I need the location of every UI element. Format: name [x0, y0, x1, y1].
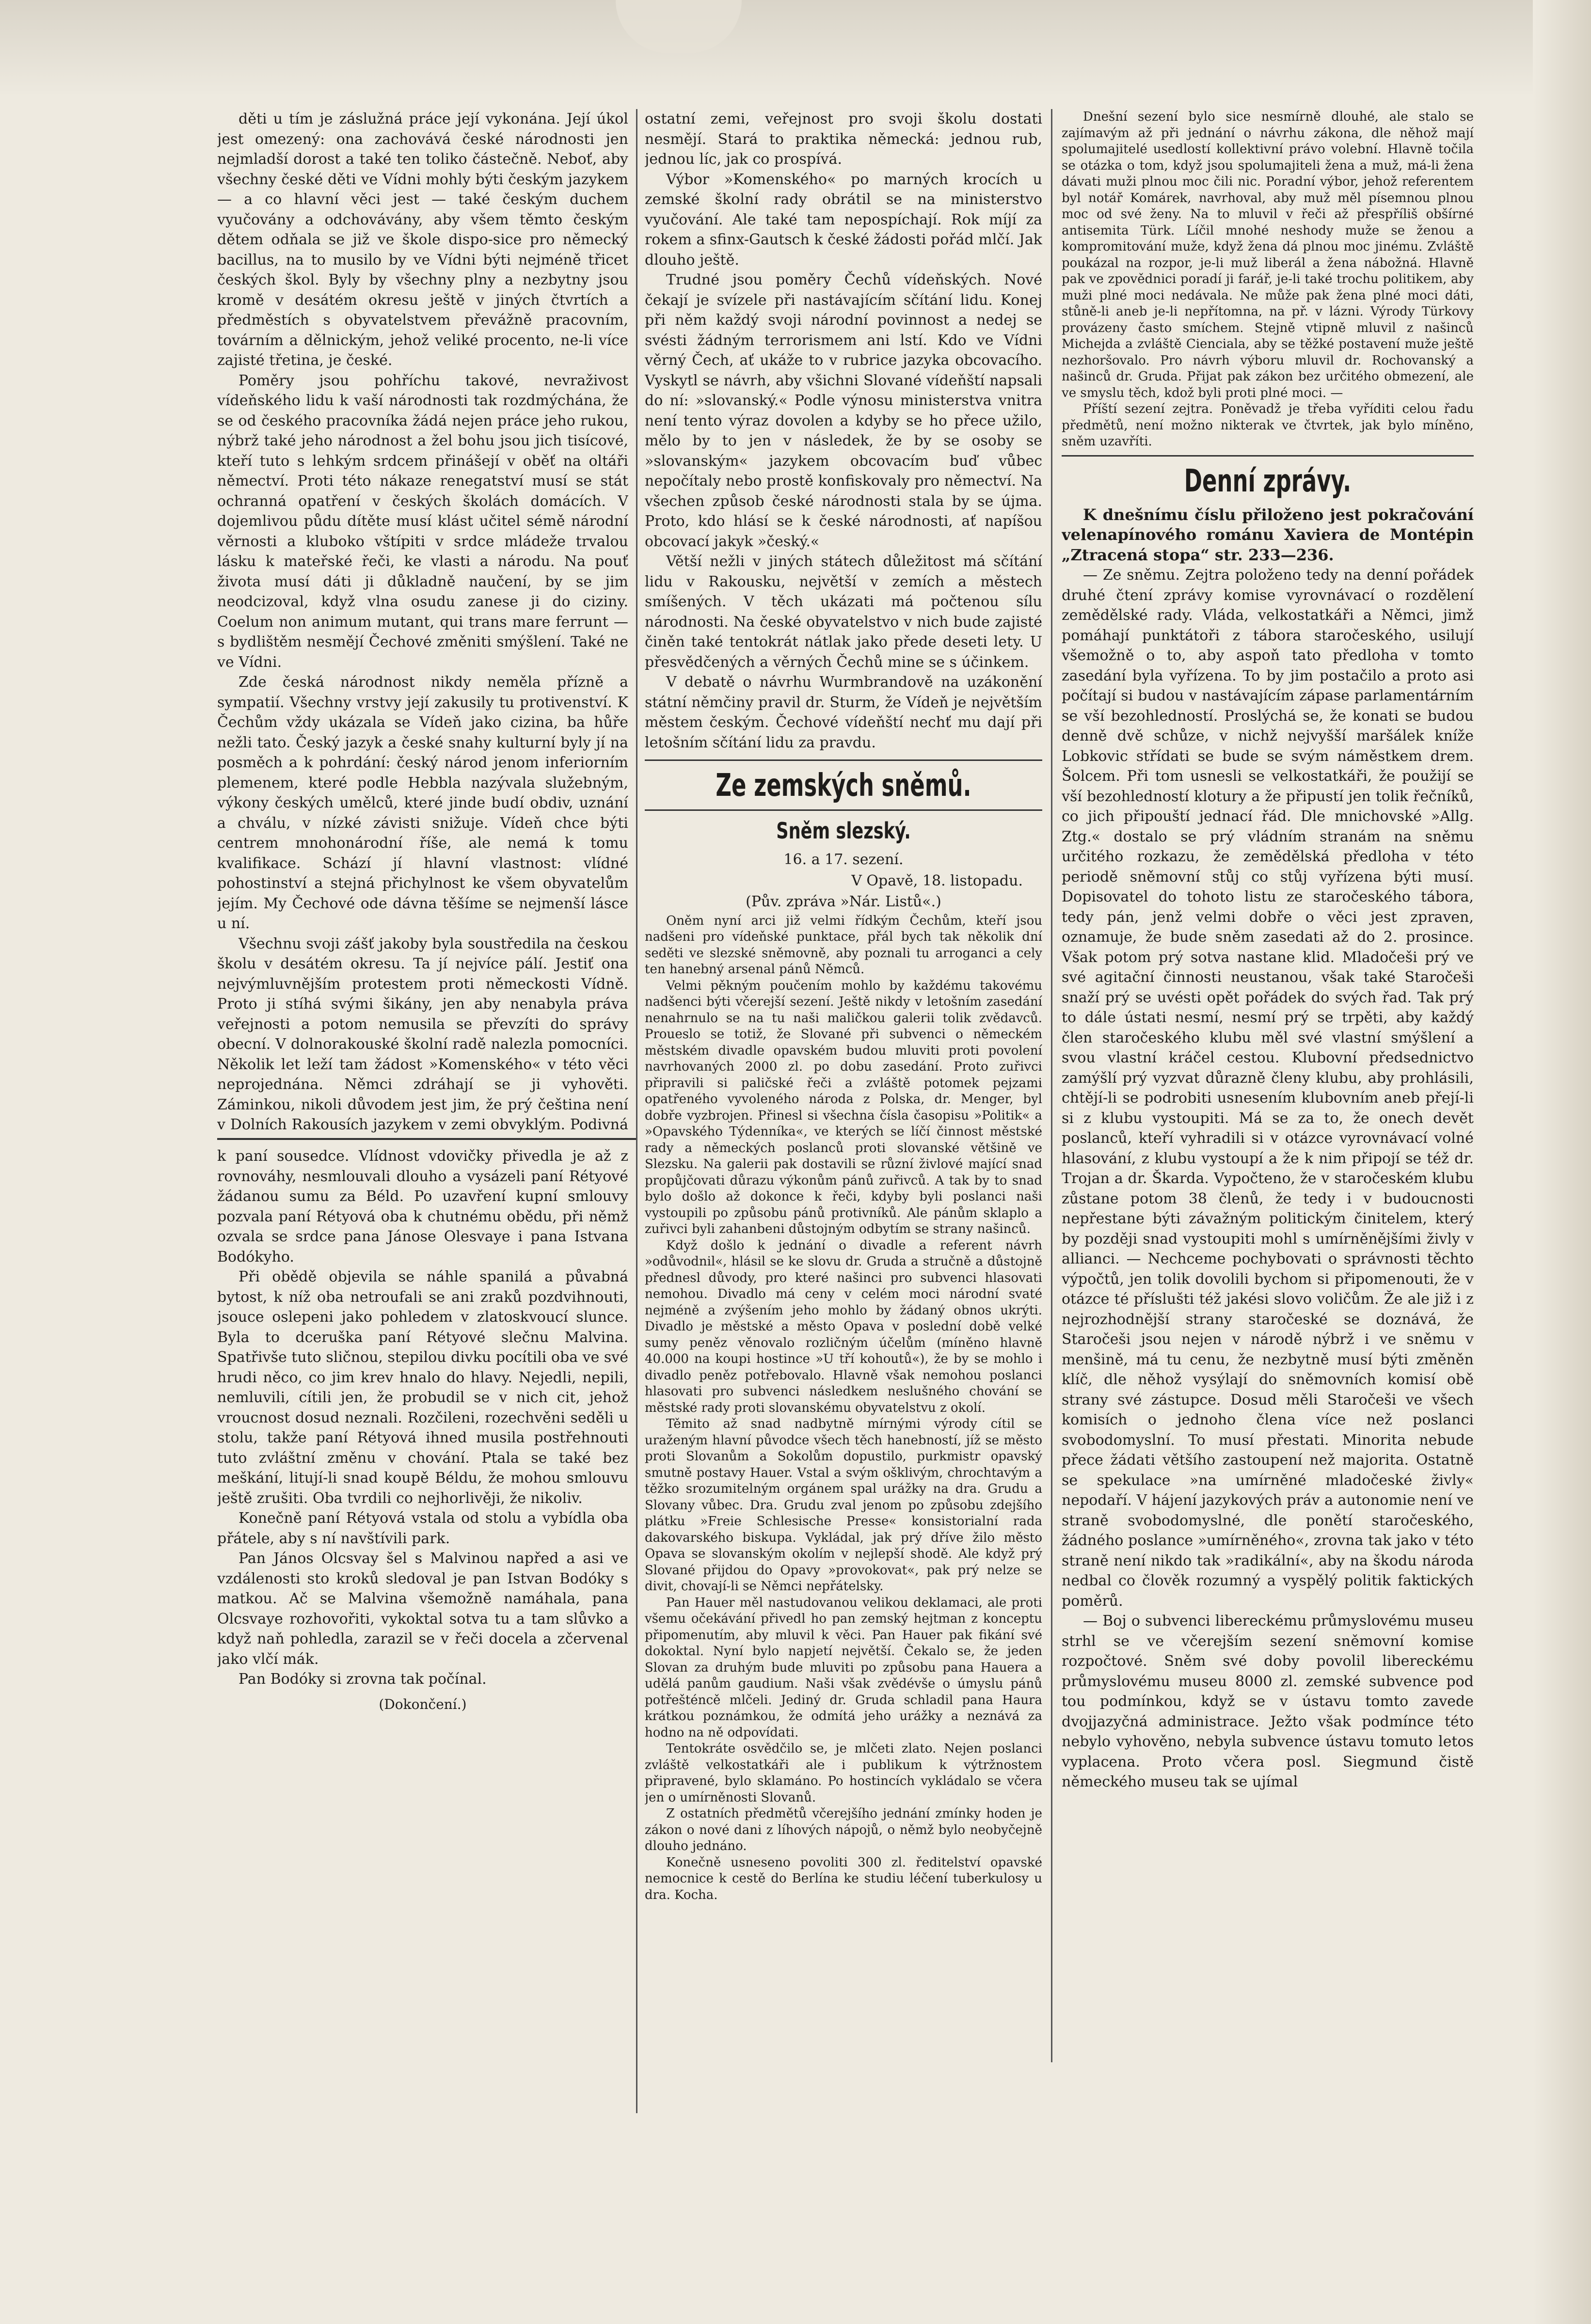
subsection-heading: Sněm slezský. — [776, 818, 911, 844]
paragraph: Příští sezení zejtra. Poněvadž je třeba vyříditi celou řadu předmětů, není možno nikterak ve čtvrtek, jak bylo míněno, sněm uzavříti. — [1062, 402, 1474, 449]
paragraph: ostatní zemi, veřejnost pro svoji školu dostati nesmějí. Stará to praktika německá: jednou rub, jednou líc, jak co prospívá. — [645, 111, 1042, 168]
section-heading: Denní zprávy. — [1184, 463, 1352, 499]
column-1 — [217, 109, 628, 1134]
top-shadow — [0, 0, 1591, 97]
paragraph: — Ze sněmu. Zejtra položeno tedy na denní pořádek druhé čtení zprávy komise vyrovnávací o rozdělení zemědělské rady. Vláda, velkostatkáři a Němci, jimž pomáhají punktátoři z tábora staročeského, usilují všemožně o to, aby aspoň tato předloha v tomto zasedání byla vyřízena. To by jim postačilo a proto asi počítají si budou v nastávajícím zápase parlamentárním se vší bezohledností. Proslýchá se, že konati se budou denně dvě schůze, v nichž nejvyšší maršálek kníže Lobkovic střídati se bude se svým náměstkem drem. Šolcem. Při tom usnesli se velkostatkáři, že použijí se vší bezohledností klotury a že připustí jen tolik řečníků, co jich připouští jednací řád. Dle mnichovské »Allg. Ztg.« dostalo se prý vládním stranám na sněmu určitého rozkazu, že zemědělská předloha v této periodě sněmovní stůj co stůj vyřízena býti musí. Dopisovatel do tohoto listu ze staročeského tábora, tedy pán, jenž velmi dobře o věci jest zpraven, oznamuje, že bude sněm zasedati až do 2. prosince. Však potom prý sotva nastane klid. Mladočeši prý ve své agitační činnosti neustanou, však také Staročeši snaží prý se uvésti opět pořádek do svých řad. Tak prý to dále ústati nesmí, nesmí prý se trpěti, aby každý člen staročeského klubu měl své vlastní smýšlení a svou vlastní kráčel cestou. Klubovní předsednictvo zamýšlí prý vyzvat důrazně členy klubu, aby prohlásili, chtějí-li se podrobiti usnesením klubovním aneb přejí-li si z klubu vystoupiti. Má se za to, že onech devět poslanců, kteří vyhradili si v otázce vyrovnávací volné hlasování, z klubu vystoupí a že k nim připojí se též dr. Trojan a dr. Škarda. Vypočteno, že v staročeském klubu zůstane potom 38 členů, že tedy i v budoucnosti nepřestane býti závažným politickým činitelem, který by později snad vystoupiti mohl s umírněnějšími živly v allianci. — Nechceme pochybovati o správnosti těchto výpočtů, jen tolik dovolili bychom si připomenouti, že v otázce té příslušti též jakési slovo voličům. Že ale již i z nejrozhodnější strany staročeské se doznává, že Staročeši jsou nejen v národě nýbrž i ve sněmu v menšině, má tu cenu, že nezbytně musí býti změněn klíč, dle něhož vysýlají do sněmovních komisí obě strany své zástupce. Dosud měli Staročeši ve všech komisích o jednoho člena více než poslanci svobodomyslní. To musí přestati. Minorita nebude přece žádati většího zastoupení než majorita. Ostatně se spekulace »na umírněné mladočeské živly« nepodaří. V hájení jazykových práv a autonomie není ve straně svobodomyslné, dle ponětí staročeského, žádného poslance »umírněného«, zrovna tak jako v této straně není nikdo tak »radikální«, aby na škodu národa nedbal co člověk rozumný a vyspělý politik faktických poměrů. — [1062, 567, 1474, 1610]
source-line: (Pův. zpráva »Nár. Listů«.) — [746, 893, 941, 910]
paragraph: Při obědě objevila se náhle spanilá a půvabná bytost, k níž oba netroufali se ani zraků pozdvihnouti, jsouce oslepeni jako pohledem v zlatoskvoucí slunce. Byla to dceruška paní Rétyové slečnu Malvina. Spatřivše tuto sličnou, stepilou divku pocítili oba ve své hrudi něco, co jim krev hnalo do hlavy. Nejedli, nepili, nemluvili, cítili jen, že probudil se v nich cit, jehož vroucnost dosud neznali. Rozčileni, rozechvěni seděli u stolu, takže paní Rétyová ihned musila postřehnouti tuto zvláštní změnu v chování. Ptala se také bez meškání, litují-li snad koupě Béldu, že mohou smlouvu ještě zrušiti. Oba tvrdili co nejhorlivěji, že nikoliv. — [217, 1268, 628, 1507]
paragraph: Těmito až snad nadbytně mírnými výrody cítil se uraženým hlavní původce všech těch hanebností, jíž se město proti Slovanům a Sokolům dopustilo, purkmistr opavský smutně postavy Hauer. Vstal a svým ošklivým, chrochtavým a těžko srozumitelným orgánem spal urážky na dra. Grudu a Slovany vůbec. Dra. Grudu zval jenom po způsobu zdejšího plátku »Freie Schlesische Presse« konsistorialní rada dakovarského biskupa. Vykládal, jak prý dříve žilo město Opava se slovanským okolím v nejlepší shodě. Ale když prý Slované přijdou do Opavy »provokovat«, pak prý nelze se divit, chovají-li se Němci nepřátelsky. — [645, 1417, 1042, 1594]
paragraph: Velmi pěkným poučením mohlo by každému takovému nadšenci býti včerejší sezení. Ještě nikdy v letošním zasedání nenahrnulo se na tu naši maličkou galerii tolik zvědavců. Proueslo se totiž, že Slované při subvenci o německém městském divadle opavském budou mluviti proti povolení navrhovaných 2000 zl. po dobu zasedání. Proto zuřivci připravili si paličské řeči a zvláště potomek pejzami opatřeného vyvoleného národa z Polska, dr. Menger, byl dobře vyzbrojen. Přinesl si všechna čísla časopisu »Politik« a »Opavského Týdenníka«, ve kterých se líčí činnost městské rady a německých poslanců proti slovanské většině ve Slezsku. Na galerii pak dostavili se různí živlové mající snad propůjčovati důrazu výkonům pánů zuřivců. A tak by to snad bylo došlo až dokonce k řeči, kdyby byli poslanci naši vystoupili po způsobu pánů protivníků. Ale pánům sklaplo a zuřivci byli zahanbeni důstojným odbytím se strany našinců. — [645, 978, 1042, 1236]
column-rule — [636, 109, 637, 2113]
paragraph: k paní sousedce. Vlídnost vdovičky přivedla je až z rovnováhy, nesmlouvali dlouho a vysázeli paní Rétyové žádanou sumu za Béld. Po uzavření kupní smlouvy pozvala paní Rétyová oba k chutnému obědu, při němž ozvala se srdce pana Jánose Olesvaye i pana Istvana Bodókyho. — [217, 1148, 628, 1265]
paragraph: V debatě o návrhu Wurmbrandově na uzákonění státní němčiny pravil dr. Sturm, že Vídeň je největším městem českým. Čechové vídeňští nechť mu dají při letošním sčítání lidu za pravdu. — [645, 674, 1042, 751]
feuilleton-column — [217, 1146, 628, 2113]
paragraph: Výbor »Komenského« po marných krocích u zemské školní rady obrátil se na ministerstvo vyučování. Ale také tam nepospíchají. Rok míjí za rokem a sfinx-Gautsch k české žádosti pořád mlčí. Jak dlouho ještě. — [645, 171, 1042, 269]
paragraph: Větší nežli v jiných státech důležitost má sčítání lidu v Rakousku, největší v zemích a městech smíšených. V těch ukázati má počtenou sílu národnosti. Na české obyvatelstvo v nich bude zajisté činěn také tentokrát nátlak jako přede deseti lety. U přesvědčených a věrných Čechů mine se s účinkem. — [645, 553, 1042, 671]
paragraph: K dnešnímu číslu přiloženo jest pokračování velenapínového románu Xaviera de Montépin „Ztracená stopa“ str. 233—236. — [1062, 505, 1474, 564]
paragraph: Konečně paní Rétyová vstala od stolu a vybídla oba přátele, aby s ní navštívili park. — [217, 1510, 628, 1547]
dateline: V Opavě, 18. listopadu. — [851, 872, 1023, 889]
paragraph: děti u tím je záslužná práce její vykonána. Její úkol jest omezený: ona zachovává české národnosti jen nejmladší dorost a také ten toliko částečně. Neboť, aby všechny české děti ve Vídni mohly býti českým jazykem — a co hlavní věci jest — také českým duchem vyučovány a odchovávány, aby všem těmto českým dětem odňala se již ve škole dispo-sice pro německý bacillus, na to musilo by ve Vídni býti nejméně třicet českých škol. Byly by všechny plny a nezbytny jsou kromě v desátém okresu ještě v jiných čtvrtích a předměstích s obyvatelstvem převážně pracovním, továrním a dělnickým, jehož veliké procento, ne-li více zajisté třetina, je české. — [217, 111, 628, 369]
column-rule — [1051, 109, 1052, 2062]
feuilleton-rule — [217, 1138, 636, 1140]
paragraph: Konečně usneseno povoliti 300 zl. ředitelství opavské nemocnice k cestě do Berlína ke studiu léčení tuberkulosy u dra. Kocha. — [645, 1855, 1042, 1902]
session-line: 16. a 17. sezení. — [783, 851, 904, 868]
paragraph: Zde česká národnost nikdy neměla přízně a sympatií. Všechny vrstvy její zakusily tu protivenství. K Čechům vždy ukázala se Vídeň jako cizina, ba hůře nežli tato. Český jazyk a české snahy kulturní byly jí na posměch a k pohrdání: český národ jenom inferiorním plemenem, které podle Hebbla nazývala služebným, výkony českých umělců, které jinde budí obdiv, uznání a chválu, v nízké závisti snižuje. Vídeň chce býti centrem mnohonárodní říše, ale nemá k tomu kvalifikace. Schází jí hlavní vlastnost: vlídné pohostinství a stejná přichylnost ke všem obyvatelům jejím. My Čechové ode dávna těšíme se nejmenší lásce u ní. — [217, 674, 628, 932]
paragraph: Oněm nyní arci již velmi řídkým Čechům, kteří jsou nadšeni pro vídeňské punktace, přál bych tak několik dní seděti ve slezské sněmovně, aby poznali tu arroganci a cely ten hanebný arsenal pánů Němců. — [645, 913, 1042, 977]
section-heading: Ze zemských sněmů. — [716, 768, 971, 804]
paragraph: Pan Bodóky si zrovna tak počínal. — [239, 1671, 487, 1688]
column-3 — [1062, 109, 1474, 2057]
paragraph: Z ostatních předmětů včerejšího jednání zmínky hoden je zákon o nové dani z líhových nápojů, o němž bylo neobyčejně dlouho jednáno. — [645, 1806, 1042, 1853]
continuation-note: (Dokončení.) — [379, 1696, 467, 1712]
paragraph: Tentokráte osvědčilo se, je mlčeti zlato. Nejen poslanci zvláště velkostatkáři ale i publikum k výtržnostem připravené, bylo sklamáno. Po hostincích vykládalo se včera jen o umírněnosti Slovanů. — [645, 1741, 1042, 1805]
paragraph: Pan János Olcsvay šel s Malvinou napřed a asi ve vzdálenosti sto kroků sledoval je pan Istvan Bodóky s matkou. Ač se Malvina všemožně namáhala, pana Olcsvaye rozhovořiti, vykoktal sotva tu a tam slůvko a když naň pohledla, zarazil se v řeči docela a zčervenal jako vlčí mák. — [217, 1550, 628, 1668]
page-edge — [1533, 0, 1591, 2324]
paragraph: Pan Hauer měl nastudovanou velikou deklamaci, ale proti všemu očekávání přivedl ho pan zemský hejtman z konceptu připomenutím, aby mluvil k věci. Pan Hauer pak fikání své dokoktal. Nyní bylo napjetí největší. Čekalo se, že jeden Slovan za druhým bude mluviti po způsobu pana Hauera a udělá panům gaudium. Naši však zvědévše o úmyslu pánů potřešténcě mlčeli. Jediný dr. Gruda schladil pana Haura krátkou poznámkou, že odmítá jeho urážky a neznává za hodno na ně odpovídati. — [645, 1595, 1042, 1740]
paragraph: Poměry jsou pohříchu takové, nevraživost vídeňského lidu k vaší národnosti tak rozdmýchána, že se od českého pracovníka žádá nejen práce jeho rukou, nýbrž také jeho národnost a žel bohu jsou jich tisícové, kteří tuto s lehkým srdcem přinášejí v oběť na oltáři němectví. Proti této nákaze renegatství musí se stát ochranná opatření v českých školách domácích. V dojemlivou půdu dítěte musí klást učitel sémě národní věrnosti a kluboko vštípiti v srdce mládeže trvalou lásku k mateřské řeči, ke vlasti a národu. Na pouť života musí dáti ji důkladně naučení, by se jim neodcizoval, když vlna osudu zanese ji do ciziny. Coelum non animum mutant, qui trans mare ferrunt — s bydlištěm nesmějí Čechové změniti smýšlení. Také ne ve Vídni. — [217, 372, 628, 671]
column-2 — [645, 109, 1042, 1999]
paragraph: Když došlo k jednání o divadle a referent návrh »odůvodnil«, hlásil se ke slovu dr. Gruda a stručně a důstojně přednesl důvody, pro které našinci pro subvenci hlasovati nemohou. Divadlo má ceny v celém moci národní svaté nejméně a zvýšením jeho mohlo by žádaný obnos ukrýti. Divadlo je městské a město Opava v poslední době velké sumy peněz věnovalo rozličným účelům (míněno hlavně 40.000 na koupi hostince »U tří kohoutů«), že by se mohlo i divadlo peněz potřebovalo. Hlavně však nemohou poslanci hlasovati pro subvenci následkem neslušného chování se městské rady proti slovanskému obyvatelstvu z okolí. — [645, 1238, 1042, 1415]
paragraph: Trudné jsou poměry Čechů vídeňských. Nové čekají je svízele při nastávajícím sčítání lidu. Konej při něm každý svoji národní povinnost a nedej se svésti žádným terrorismem ani lstí. Kdo ve Vídni věrný Čech, ať ukáže to v rubrice jazyka obcovacího. Vyskytl se návrh, aby všichni Slované vídeňští napsali do ní: »slovanský.« Podle výnosu ministerstva vnitra není tento výraz dovolen a kdyby se ho přece užilo, mělo by to jen v následek, že by se osoby se »slovanským« jazykem obcovacím buď vůbec nepočítaly nebo prostě konfiskovaly pro němectví. Na všechen způsob české národnosti stala by se újma. Proto, kdo hlásí se k české národnosti, ať napíšou obcovací jakyk »český.« — [645, 271, 1042, 550]
paragraph: Dnešní sezení bylo sice nesmírně dlouhé, ale stalo se zajímavým až při jednání o návrhu zákona, dle něhož mají spolumajitelé usedlostí kollektivní právo volební. Hlavně točila se otázka o tom, když jsou spolumajiteli žena a muž, má-li žena dávati muži plnou moc čili nic. Poradní výbor, jehož referentem byl notář Komárek, navrhoval, aby muž měl písemnou plnou moc od své ženy. Na to mluvil v řeči až přespříliš obšírné antisemita Türk. Líčil mnohé neshody muže se ženou a kompromitování muže, když žena dá plnou moc jinému. Zvláště poukázal na rozpor, je-li muž liberál a žena nábožná. Hlavně pak ve zpovědnici poradí ji farář, je-li také trochu politikem, aby muži plné moci nedávala. Ne může pak žena plné moci dáti, stůně-li aneb je-li nepřítomna, na př. v lázni. Výrody Türkovy provázeny často smíchem. Stejně vtipně mluvil z našinců Michejda a zvláště Cienciala, aby se těžké postavení muže ještě nezhoršovalo. Pro návrh výboru mluvil dr. Rochovanský a našinců dr. Gruda. Přijat pak zákon bez určitého obmezení, ale ve smyslu těch, kdož byli proti plné moci. — — [1062, 110, 1474, 400]
paragraph: — Boj o subvenci libereckému průmyslovému museu strhl se ve včerejším sezení sněmovní komise rozpočtové. Sněm své doby povolil libereckému průmyslovému museu 8000 zl. zemské subvence pod tou podmínkou, když se v ústavu tomto zavede dvojjazyčná administrace. Ježto však podmínce této nebylo vyhověno, nebyla subvence ústavu tomuto letos vyplacena. Proto včera posl. Siegmund čistě německého museu tak se ujímal — [1062, 1613, 1474, 1790]
paragraph: Všechnu svoji zášť jakoby byla soustředila na českou školu v desátém okresu. Ta jí nejvíce pálí. Jestiť ona nejvýmluvnějším protestem proti německosti Vídně. Proto ji stíhá svými šikány, jen aby nenabyla práva veřejnosti a potom nemusila se převzíti do správy obecní. V dolnorakouské školní radě nalezla pomocníci. Několik let leží tam žádost »Komenského« v této věci neprojednána. Němci zdráhají se ji vyhověti. Záminkou, nikoli důvodem jest jim, že prý čeština není v Dolních Rakousích jazykem v zemi obvyklým. Podivná — [217, 935, 628, 1133]
